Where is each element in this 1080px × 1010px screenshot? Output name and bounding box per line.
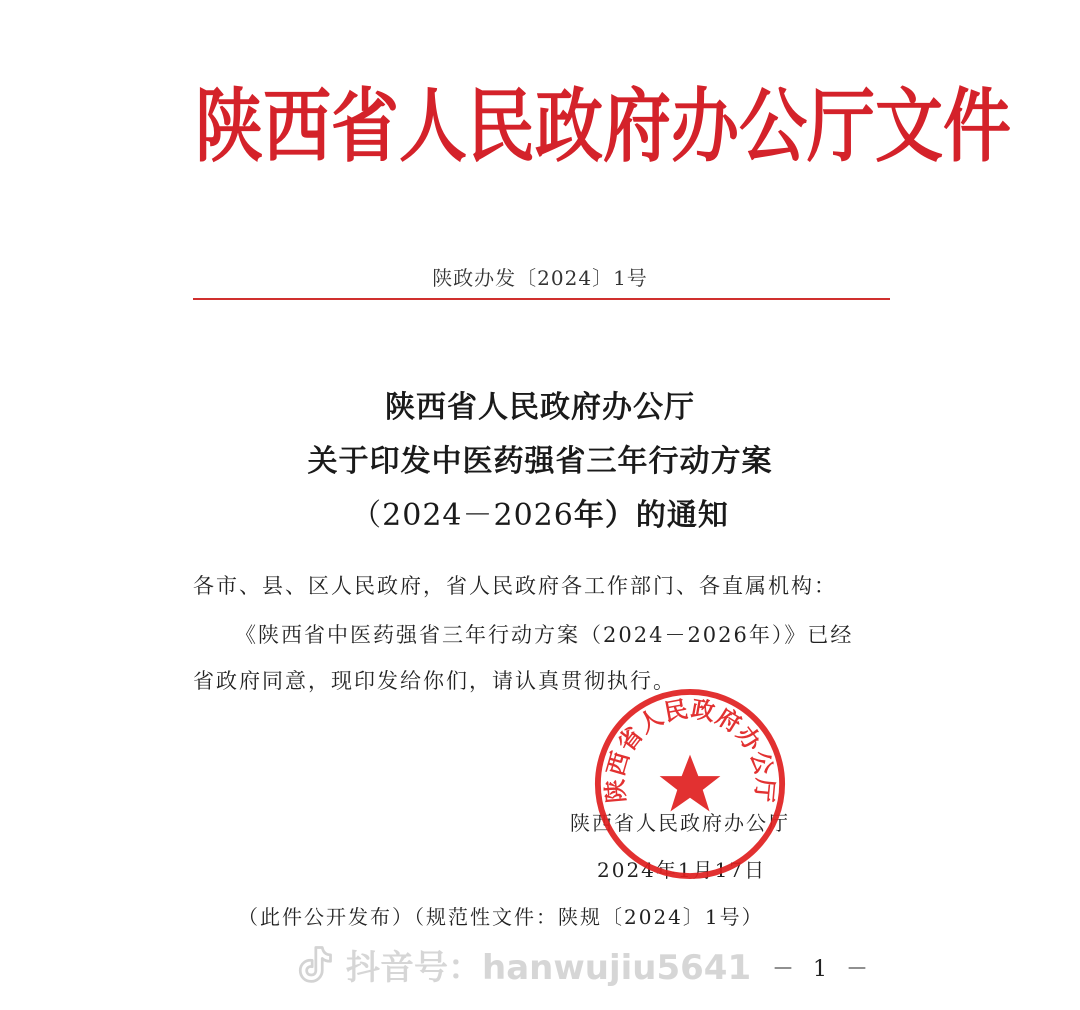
tiktok-icon [292,942,336,986]
seal-text: 陕西省人民政府办公厅 [600,694,780,805]
addressee: 各市、县、区人民政府，省人民政府各工作部门、各直属机构： [193,574,837,598]
footnote: （此件公开发布）（规范性文件：陕规〔2024〕1号） [238,905,764,929]
title-line-2: 关于印发中医药强省三年行动方案 [307,444,773,479]
red-separator-line [193,298,890,300]
masthead-title: 陕西省人民政府办公厅文件 [195,80,1012,175]
title-line-1: 陕西省人民政府办公厅 [385,390,695,425]
page-number: － 1 － [772,957,874,982]
title-line-3 [195,490,885,534]
watermark [292,938,751,990]
document-number: 陕政办发〔2024〕1号 [432,266,648,290]
body-paragraph-line-1: 《陕西省中医药强省三年行动方案（2024－2026年）》已经 [235,623,854,647]
star-icon [660,755,721,812]
body-paragraph-line-2: 省政府同意，现印发给你们，请认真贯彻执行。 [193,669,676,693]
title-line-3-prefix: （2024－2026 [351,498,574,533]
signature-organization: 陕西省人民政府办公厅 [570,811,790,835]
title-line-3-suffix: 年）的通知 [573,498,729,533]
watermark-text: 抖音号：hanwujiu5641 [346,947,752,988]
signature-date: 2024年1月17日 [597,858,767,882]
official-seal [592,686,788,882]
